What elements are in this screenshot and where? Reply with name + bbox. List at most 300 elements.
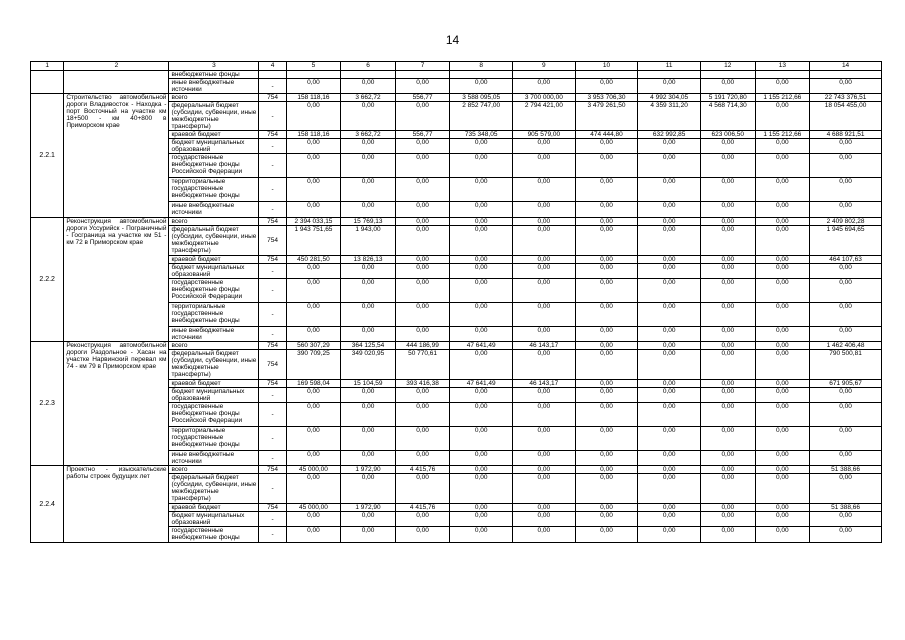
amount-cell: 1 945 694,65 — [810, 226, 882, 256]
amount-cell: 0,00 — [450, 504, 513, 512]
item-description: Проектно - изыскательские работы строек будущих лет — [64, 466, 169, 543]
budget-code: - — [259, 178, 286, 202]
amount-cell: 0,00 — [755, 139, 810, 154]
amount-cell: 0,00 — [513, 504, 576, 512]
amount-cell: 0,00 — [700, 218, 755, 226]
column-header: 3 — [169, 62, 259, 71]
table-row — [31, 218, 882, 226]
amount-cell: 0,00 — [341, 474, 396, 504]
amount-cell: 0,00 — [638, 466, 701, 474]
amount-cell: 0,00 — [395, 178, 450, 202]
amount-cell: 0,00 — [286, 154, 341, 178]
amount-cell: 0,00 — [755, 474, 810, 504]
column-header: 4 — [259, 62, 286, 71]
amount-cell: 0,00 — [638, 504, 701, 512]
amount-cell: 0,00 — [700, 466, 755, 474]
amount-cell: 0,00 — [575, 451, 638, 466]
amount-cell: 0,00 — [810, 139, 882, 154]
amount-cell: 0,00 — [450, 474, 513, 504]
amount-cell: 905 579,00 — [513, 131, 576, 139]
amount-cell: 1 155 212,66 — [755, 94, 810, 102]
amount-cell: 15 104,59 — [341, 380, 396, 388]
budget-code: - — [259, 102, 286, 131]
amount-cell: 0,00 — [341, 178, 396, 202]
amount-cell: 0,00 — [755, 303, 810, 327]
amount-cell: 0,00 — [395, 527, 450, 543]
amount-cell: 0,00 — [395, 451, 450, 466]
amount-cell: 47 641,49 — [450, 342, 513, 350]
amount-cell: 0,00 — [755, 178, 810, 202]
amount-cell: 450 281,50 — [286, 256, 341, 264]
amount-cell: 0,00 — [638, 303, 701, 327]
amount-cell: 0,00 — [575, 327, 638, 342]
item-code: 2.2.1 — [31, 94, 64, 218]
funding-source: иные внебюджетные источники — [169, 451, 259, 466]
amount-cell: 0,00 — [700, 264, 755, 279]
amount-cell: 0,00 — [810, 303, 882, 327]
amount-cell: 735 348,05 — [450, 131, 513, 139]
amount-cell: 0,00 — [395, 256, 450, 264]
amount-cell: 0,00 — [450, 79, 513, 94]
amount-cell — [286, 71, 341, 79]
amount-cell: 0,00 — [575, 342, 638, 350]
amount-cell: 3 662,72 — [341, 131, 396, 139]
funding-source: федеральный бюджет (субсидии, субвенции, иные межбюджетные трансферты) — [169, 474, 259, 504]
amount-cell: 0,00 — [395, 279, 450, 303]
funding-source: бюджет муниципальных образований — [169, 512, 259, 527]
amount-cell: 3 700 000,00 — [513, 94, 576, 102]
amount-cell: 0,00 — [341, 512, 396, 527]
amount-cell: 4 415,76 — [395, 466, 450, 474]
amount-cell: 0,00 — [575, 218, 638, 226]
amount-cell: 1 155 212,66 — [755, 131, 810, 139]
amount-cell: 0,00 — [513, 512, 576, 527]
amount-cell: 0,00 — [638, 79, 701, 94]
amount-cell: 0,00 — [575, 350, 638, 380]
amount-cell: 0,00 — [700, 226, 755, 256]
amount-cell: 0,00 — [341, 279, 396, 303]
amount-cell: 0,00 — [575, 303, 638, 327]
amount-cell: 0,00 — [395, 202, 450, 218]
amount-cell: 0,00 — [638, 342, 701, 350]
column-header: 14 — [810, 62, 882, 71]
amount-cell: 0,00 — [450, 279, 513, 303]
item-description: Строительство автомобильной дороги Владивосток - Находка - порт Восточный на участке км 18+500 - км 40+800 в Приморском крае — [64, 94, 169, 218]
amount-cell: 0,00 — [450, 512, 513, 527]
amount-cell: 0,00 — [700, 79, 755, 94]
amount-cell: 0,00 — [755, 226, 810, 256]
column-header: 10 — [575, 62, 638, 71]
amount-cell: 0,00 — [513, 79, 576, 94]
item-description: Реконструкция автомобильной дороги Уссурийск - Пограничный - Госграница на участке км 51 - км 72 в Приморском крае — [64, 218, 169, 342]
funding-source: всего — [169, 342, 259, 350]
funding-source: иные внебюджетные источники — [169, 79, 259, 94]
amount-cell: 0,00 — [575, 264, 638, 279]
item-code — [31, 71, 64, 94]
amount-cell: 556,77 — [395, 94, 450, 102]
amount-cell: 0,00 — [341, 451, 396, 466]
funding-source: краевой бюджет — [169, 131, 259, 139]
amount-cell: 46 143,17 — [513, 380, 576, 388]
budget-code: - — [259, 388, 286, 403]
amount-cell: 0,00 — [700, 327, 755, 342]
amount-cell: 0,00 — [700, 342, 755, 350]
amount-cell: 158 118,16 — [286, 131, 341, 139]
amount-cell: 0,00 — [700, 178, 755, 202]
amount-cell: 349 020,95 — [341, 350, 396, 380]
amount-cell: 0,00 — [513, 178, 576, 202]
amount-cell: 0,00 — [341, 403, 396, 427]
amount-cell: 15 769,13 — [341, 218, 396, 226]
amount-cell: 0,00 — [700, 256, 755, 264]
amount-cell: 0,00 — [575, 279, 638, 303]
amount-cell: 0,00 — [810, 403, 882, 427]
amount-cell: 0,00 — [700, 154, 755, 178]
amount-cell: 158 118,16 — [286, 94, 341, 102]
amount-cell: 0,00 — [513, 264, 576, 279]
amount-cell: 390 709,25 — [286, 350, 341, 380]
budget-code: - — [259, 79, 286, 94]
amount-cell: 0,00 — [286, 327, 341, 342]
amount-cell: 0,00 — [755, 256, 810, 264]
amount-cell: 0,00 — [450, 303, 513, 327]
amount-cell: 0,00 — [700, 350, 755, 380]
amount-cell: 0,00 — [286, 202, 341, 218]
funding-source: бюджет муниципальных образований — [169, 139, 259, 154]
amount-cell: 0,00 — [286, 403, 341, 427]
amount-cell: 0,00 — [395, 327, 450, 342]
amount-cell: 0,00 — [450, 527, 513, 543]
amount-cell: 0,00 — [450, 256, 513, 264]
amount-cell: 560 307,29 — [286, 342, 341, 350]
amount-cell: 0,00 — [638, 427, 701, 451]
budget-code: - — [259, 527, 286, 543]
amount-cell: 47 641,49 — [450, 380, 513, 388]
funding-source: краевой бюджет — [169, 380, 259, 388]
amount-cell: 0,00 — [638, 154, 701, 178]
amount-cell — [755, 71, 810, 79]
amount-cell: 0,00 — [395, 79, 450, 94]
amount-cell: 0,00 — [395, 226, 450, 256]
amount-cell: 0,00 — [286, 178, 341, 202]
funding-source: краевой бюджет — [169, 256, 259, 264]
budget-code: - — [259, 427, 286, 451]
amount-cell: 444 186,99 — [395, 342, 450, 350]
amount-cell: 0,00 — [513, 388, 576, 403]
amount-cell: 0,00 — [638, 139, 701, 154]
funding-source: федеральный бюджет (субсидии, субвенции, иные межбюджетные трансферты) — [169, 102, 259, 131]
funding-source: внебюджетные фонды — [169, 71, 259, 79]
amount-cell: 3 662,72 — [341, 94, 396, 102]
budget-code: 754 — [259, 94, 286, 102]
amount-cell: 0,00 — [395, 303, 450, 327]
amount-cell: 0,00 — [341, 102, 396, 131]
amount-cell: 0,00 — [286, 303, 341, 327]
table-row — [31, 342, 882, 350]
amount-cell: 0,00 — [286, 427, 341, 451]
budget-code: 754 — [259, 226, 286, 256]
amount-cell: 0,00 — [450, 388, 513, 403]
amount-cell: 0,00 — [810, 451, 882, 466]
amount-cell: 0,00 — [286, 139, 341, 154]
funding-source: всего — [169, 94, 259, 102]
budget-code: - — [259, 279, 286, 303]
amount-cell: 0,00 — [286, 279, 341, 303]
amount-cell: 0,00 — [450, 327, 513, 342]
funding-source: федеральный бюджет (субсидии, субвенции, иные межбюджетные трансферты) — [169, 226, 259, 256]
page-number: 14 — [445, 33, 460, 47]
amount-cell: 0,00 — [395, 218, 450, 226]
amount-cell: 0,00 — [755, 527, 810, 543]
amount-cell: 623 006,50 — [700, 131, 755, 139]
amount-cell: 18 054 455,00 — [810, 102, 882, 131]
amount-cell: 2 852 747,00 — [450, 102, 513, 131]
amount-cell: 0,00 — [450, 139, 513, 154]
amount-cell: 0,00 — [450, 154, 513, 178]
funding-source: государственные внебюджетные фонды — [169, 527, 259, 543]
column-header: 2 — [64, 62, 169, 71]
amount-cell: 0,00 — [513, 403, 576, 427]
amount-cell: 464 107,63 — [810, 256, 882, 264]
column-header-row — [31, 62, 882, 71]
amount-cell: 0,00 — [638, 256, 701, 264]
item-code: 2.2.4 — [31, 466, 64, 543]
amount-cell: 0,00 — [450, 466, 513, 474]
funding-source: федеральный бюджет (субсидии, субвенции, иные межбюджетные трансферты) — [169, 350, 259, 380]
budget-code: - — [259, 512, 286, 527]
budget-code: - — [259, 202, 286, 218]
amount-cell: 556,77 — [395, 131, 450, 139]
funding-source: государственные внебюджетные фонды Российской Федерации — [169, 403, 259, 427]
amount-cell: 0,00 — [755, 388, 810, 403]
funding-source: всего — [169, 466, 259, 474]
column-header: 9 — [513, 62, 576, 71]
amount-cell: 0,00 — [810, 79, 882, 94]
amount-cell: 0,00 — [513, 474, 576, 504]
amount-cell: 393 416,38 — [395, 380, 450, 388]
amount-cell: 0,00 — [286, 79, 341, 94]
amount-cell: 0,00 — [700, 427, 755, 451]
funding-source: территориальные государственные внебюджетные фонды — [169, 427, 259, 451]
funding-source: государственные внебюджетные фонды Российской Федерации — [169, 154, 259, 178]
amount-cell: 51 388,66 — [810, 504, 882, 512]
amount-cell: 0,00 — [575, 139, 638, 154]
amount-cell: 0,00 — [755, 327, 810, 342]
amount-cell: 0,00 — [700, 303, 755, 327]
budget-code: - — [259, 327, 286, 342]
amount-cell: 0,00 — [810, 474, 882, 504]
amount-cell: 0,00 — [755, 466, 810, 474]
amount-cell: 0,00 — [395, 139, 450, 154]
funding-source: иные внебюджетные источники — [169, 202, 259, 218]
amount-cell: 0,00 — [755, 427, 810, 451]
amount-cell: 0,00 — [638, 451, 701, 466]
amount-cell: 0,00 — [575, 178, 638, 202]
amount-cell: 0,00 — [638, 350, 701, 380]
amount-cell: 0,00 — [700, 139, 755, 154]
column-header: 5 — [286, 62, 341, 71]
column-header: 1 — [31, 62, 64, 71]
amount-cell: 45 000,00 — [286, 466, 341, 474]
amount-cell: 0,00 — [513, 226, 576, 256]
amount-cell: 0,00 — [450, 226, 513, 256]
amount-cell: 0,00 — [755, 342, 810, 350]
amount-cell: 0,00 — [810, 327, 882, 342]
amount-cell: 0,00 — [395, 388, 450, 403]
amount-cell — [450, 71, 513, 79]
amount-cell: 1 943,00 — [341, 226, 396, 256]
budget-code: 754 — [259, 218, 286, 226]
funding-source: территориальные государственные внебюджетные фонды — [169, 178, 259, 202]
amount-cell: 0,00 — [513, 327, 576, 342]
amount-cell: 0,00 — [638, 264, 701, 279]
amount-cell: 0,00 — [575, 226, 638, 256]
amount-cell: 0,00 — [810, 202, 882, 218]
amount-cell: 0,00 — [638, 202, 701, 218]
funding-source: краевой бюджет — [169, 504, 259, 512]
budget-code: 754 — [259, 380, 286, 388]
amount-cell: 0,00 — [395, 427, 450, 451]
amount-cell — [513, 71, 576, 79]
amount-cell: 0,00 — [638, 226, 701, 256]
budget-code: 754 — [259, 131, 286, 139]
amount-cell: 0,00 — [755, 79, 810, 94]
amount-cell: 2 394 033,15 — [286, 218, 341, 226]
column-header: 12 — [700, 62, 755, 71]
amount-cell: 671 905,67 — [810, 380, 882, 388]
amount-cell: 0,00 — [700, 380, 755, 388]
amount-cell: 0,00 — [450, 264, 513, 279]
amount-cell — [575, 71, 638, 79]
amount-cell: 0,00 — [575, 427, 638, 451]
amount-cell: 0,00 — [513, 154, 576, 178]
amount-cell: 0,00 — [341, 139, 396, 154]
budget-code — [259, 71, 286, 79]
amount-cell — [810, 71, 882, 79]
column-header: 13 — [755, 62, 810, 71]
amount-cell: 0,00 — [513, 202, 576, 218]
budget-code: - — [259, 139, 286, 154]
amount-cell: 0,00 — [755, 202, 810, 218]
amount-cell: 1 462 406,48 — [810, 342, 882, 350]
amount-cell: 0,00 — [513, 256, 576, 264]
amount-cell: 4 992 304,05 — [638, 94, 701, 102]
amount-cell: 0,00 — [450, 403, 513, 427]
amount-cell: 0,00 — [700, 388, 755, 403]
amount-cell: 4 688 921,51 — [810, 131, 882, 139]
budget-code: - — [259, 451, 286, 466]
item-code: 2.2.3 — [31, 342, 64, 466]
amount-cell: 0,00 — [700, 451, 755, 466]
amount-cell: 0,00 — [450, 202, 513, 218]
amount-cell: 3 479 261,50 — [575, 102, 638, 131]
amount-cell: 364 125,54 — [341, 342, 396, 350]
budget-code: - — [259, 303, 286, 327]
amount-cell: 0,00 — [395, 154, 450, 178]
amount-cell: 0,00 — [755, 102, 810, 131]
amount-cell: 4 359 311,20 — [638, 102, 701, 131]
item-description — [64, 71, 169, 94]
item-code: 2.2.2 — [31, 218, 64, 342]
amount-cell: 0,00 — [700, 504, 755, 512]
amount-cell: 22 743 376,51 — [810, 94, 882, 102]
amount-cell: 632 992,85 — [638, 131, 701, 139]
amount-cell: 0,00 — [755, 350, 810, 380]
amount-cell: 0,00 — [638, 178, 701, 202]
amount-cell: 0,00 — [513, 139, 576, 154]
amount-cell: 0,00 — [513, 427, 576, 451]
table-row — [31, 94, 882, 102]
amount-cell: 0,00 — [755, 504, 810, 512]
amount-cell: 0,00 — [286, 102, 341, 131]
amount-cell: 0,00 — [810, 527, 882, 543]
amount-cell: 0,00 — [575, 466, 638, 474]
amount-cell: 0,00 — [755, 154, 810, 178]
amount-cell: 0,00 — [513, 527, 576, 543]
item-description: Реконструкция автомобильной дороги Раздольное - Хасан на участке Нарвинский перевал км 74 - км 79 в Приморском крае — [64, 342, 169, 466]
amount-cell: 0,00 — [513, 350, 576, 380]
amount-cell — [700, 71, 755, 79]
budget-code: 754 — [259, 350, 286, 380]
budget-code: 754 — [259, 466, 286, 474]
amount-cell: 1 972,90 — [341, 466, 396, 474]
amount-cell: 0,00 — [286, 527, 341, 543]
amount-cell: 0,00 — [810, 388, 882, 403]
amount-cell — [638, 71, 701, 79]
amount-cell: 0,00 — [638, 512, 701, 527]
budget-table — [30, 61, 882, 543]
amount-cell: 0,00 — [810, 279, 882, 303]
amount-cell: 0,00 — [638, 388, 701, 403]
amount-cell: 0,00 — [450, 218, 513, 226]
amount-cell: 0,00 — [638, 380, 701, 388]
amount-cell: 0,00 — [341, 388, 396, 403]
amount-cell: 0,00 — [700, 403, 755, 427]
amount-cell: 0,00 — [700, 474, 755, 504]
amount-cell: 0,00 — [513, 466, 576, 474]
amount-cell: 0,00 — [286, 264, 341, 279]
amount-cell: 4 568 714,30 — [700, 102, 755, 131]
amount-cell: 0,00 — [755, 512, 810, 527]
amount-cell: 0,00 — [755, 279, 810, 303]
amount-cell: 0,00 — [341, 303, 396, 327]
amount-cell: 0,00 — [810, 427, 882, 451]
column-header: 8 — [450, 62, 513, 71]
amount-cell: 0,00 — [286, 474, 341, 504]
budget-code: 754 — [259, 504, 286, 512]
amount-cell: 0,00 — [810, 512, 882, 527]
amount-cell: 0,00 — [395, 102, 450, 131]
amount-cell: 0,00 — [810, 178, 882, 202]
funding-source: государственные внебюджетные фонды Российской Федерации — [169, 279, 259, 303]
amount-cell: 0,00 — [700, 279, 755, 303]
amount-cell: 0,00 — [450, 427, 513, 451]
amount-cell: 51 388,66 — [810, 466, 882, 474]
amount-cell: 1 972,90 — [341, 504, 396, 512]
amount-cell: 0,00 — [341, 327, 396, 342]
amount-cell: 0,00 — [450, 350, 513, 380]
amount-cell: 0,00 — [341, 154, 396, 178]
amount-cell: 0,00 — [513, 451, 576, 466]
amount-cell: 0,00 — [575, 512, 638, 527]
amount-cell: 0,00 — [755, 218, 810, 226]
amount-cell: 50 770,61 — [395, 350, 450, 380]
amount-cell: 0,00 — [513, 303, 576, 327]
amount-cell: 0,00 — [286, 388, 341, 403]
amount-cell: 1 943 751,65 — [286, 226, 341, 256]
amount-cell: 0,00 — [755, 264, 810, 279]
amount-cell: 169 598,04 — [286, 380, 341, 388]
